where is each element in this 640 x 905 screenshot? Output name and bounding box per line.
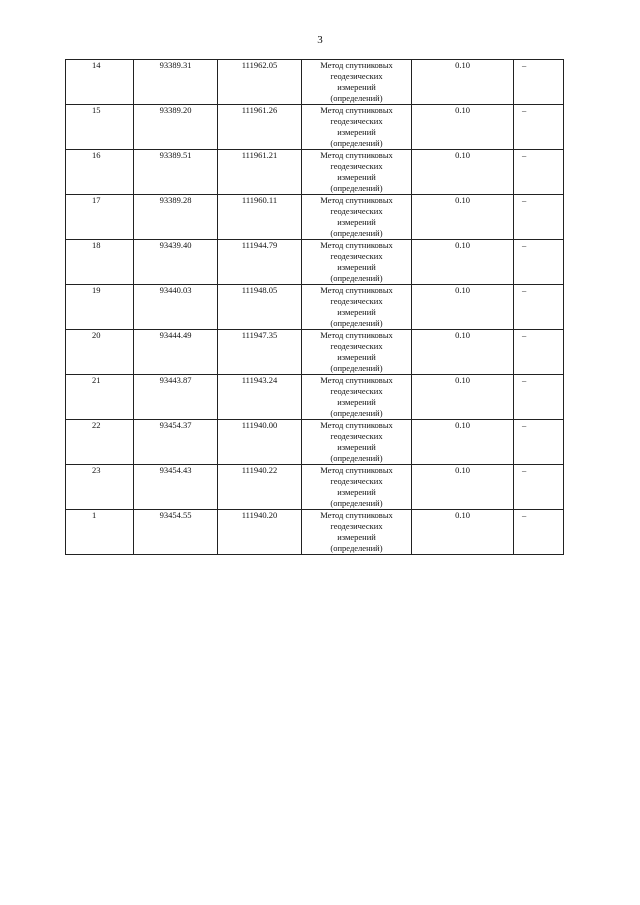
x-coordinate-cell: 93439.40 (134, 240, 218, 285)
point-number-cell: 15 (66, 105, 134, 150)
method-line: Метод спутниковых (320, 375, 393, 385)
method-cell (302, 375, 412, 420)
accuracy-cell: 0.10 (412, 510, 514, 555)
method-line: измерений (337, 307, 376, 317)
method-cell (302, 150, 412, 195)
method-line: (определений) (330, 93, 383, 103)
note-cell: – (514, 510, 564, 555)
method-line: Метод спутниковых (320, 510, 393, 520)
x-coordinate-cell: 93454.43 (134, 465, 218, 510)
note-cell: – (514, 240, 564, 285)
method-line: геодезических (330, 431, 383, 441)
method-line: (определений) (330, 228, 383, 238)
note-cell: – (514, 105, 564, 150)
method-line: геодезических (330, 476, 383, 486)
method-line: геодезических (330, 521, 383, 531)
table-row (66, 375, 564, 420)
method-line: Метод спутниковых (320, 60, 393, 70)
table-row (66, 105, 564, 150)
point-number-cell: 21 (66, 375, 134, 420)
y-coordinate-cell: 111943.24 (218, 375, 302, 420)
method-cell (302, 105, 412, 150)
point-number-cell: 20 (66, 330, 134, 375)
note-cell: – (514, 330, 564, 375)
method-line: измерений (337, 397, 376, 407)
method-line: измерений (337, 82, 376, 92)
note-cell: – (514, 150, 564, 195)
method-cell (302, 420, 412, 465)
accuracy-cell: 0.10 (412, 105, 514, 150)
y-coordinate-cell: 111960.11 (218, 195, 302, 240)
method-line: геодезических (330, 341, 383, 351)
method-line: Метод спутниковых (320, 330, 393, 340)
method-line: измерений (337, 217, 376, 227)
method-cell (302, 60, 412, 105)
x-coordinate-cell: 93444.49 (134, 330, 218, 375)
method-line: измерений (337, 172, 376, 182)
accuracy-cell: 0.10 (412, 150, 514, 195)
accuracy-cell: 0.10 (412, 465, 514, 510)
method-line: (определений) (330, 318, 383, 328)
note-cell: – (514, 60, 564, 105)
method-line: геодезических (330, 71, 383, 81)
y-coordinate-cell: 111944.79 (218, 240, 302, 285)
method-line: измерений (337, 487, 376, 497)
point-number-cell: 19 (66, 285, 134, 330)
method-line: (определений) (330, 273, 383, 283)
point-number-cell: 23 (66, 465, 134, 510)
method-line: Метод спутниковых (320, 285, 393, 295)
method-cell (302, 195, 412, 240)
point-number-cell: 1 (66, 510, 134, 555)
x-coordinate-cell: 93389.31 (134, 60, 218, 105)
method-cell (302, 510, 412, 555)
accuracy-cell: 0.10 (412, 240, 514, 285)
table-row (66, 420, 564, 465)
table-row (66, 60, 564, 105)
y-coordinate-cell: 111962.05 (218, 60, 302, 105)
method-line: измерений (337, 532, 376, 542)
accuracy-cell: 0.10 (412, 60, 514, 105)
x-coordinate-cell: 93454.37 (134, 420, 218, 465)
table-row (66, 510, 564, 555)
method-cell (302, 330, 412, 375)
method-line: Метод спутниковых (320, 420, 393, 430)
method-line: (определений) (330, 408, 383, 418)
accuracy-cell: 0.10 (412, 285, 514, 330)
y-coordinate-cell: 111940.22 (218, 465, 302, 510)
method-cell (302, 285, 412, 330)
accuracy-cell: 0.10 (412, 195, 514, 240)
coordinates-table-body (66, 60, 564, 555)
method-line: геодезических (330, 161, 383, 171)
point-number-cell: 14 (66, 60, 134, 105)
x-coordinate-cell: 93389.51 (134, 150, 218, 195)
y-coordinate-cell: 111948.05 (218, 285, 302, 330)
table-row (66, 285, 564, 330)
table-row (66, 150, 564, 195)
point-number-cell: 18 (66, 240, 134, 285)
y-coordinate-cell: 111961.26 (218, 105, 302, 150)
method-line: Метод спутниковых (320, 150, 393, 160)
note-cell: – (514, 285, 564, 330)
method-line: (определений) (330, 453, 383, 463)
method-line: Метод спутниковых (320, 240, 393, 250)
note-cell: – (514, 465, 564, 510)
table-row (66, 330, 564, 375)
method-line: геодезических (330, 206, 383, 216)
method-line: геодезических (330, 386, 383, 396)
method-line: измерений (337, 352, 376, 362)
method-line: Метод спутниковых (320, 195, 393, 205)
method-line: (определений) (330, 498, 383, 508)
method-line: Метод спутниковых (320, 465, 393, 475)
y-coordinate-cell: 111947.35 (218, 330, 302, 375)
point-number-cell: 22 (66, 420, 134, 465)
note-cell: – (514, 420, 564, 465)
method-cell (302, 240, 412, 285)
accuracy-cell: 0.10 (412, 420, 514, 465)
method-line: геодезических (330, 116, 383, 126)
method-line: измерений (337, 127, 376, 137)
accuracy-cell: 0.10 (412, 375, 514, 420)
x-coordinate-cell: 93389.28 (134, 195, 218, 240)
x-coordinate-cell: 93443.87 (134, 375, 218, 420)
note-cell: – (514, 375, 564, 420)
method-line: Метод спутниковых (320, 105, 393, 115)
y-coordinate-cell: 111961.21 (218, 150, 302, 195)
method-line: (определений) (330, 183, 383, 193)
method-line: измерений (337, 262, 376, 272)
point-number-cell: 17 (66, 195, 134, 240)
page-number: 3 (317, 34, 323, 46)
x-coordinate-cell: 93440.03 (134, 285, 218, 330)
method-line: геодезических (330, 296, 383, 306)
y-coordinate-cell: 111940.20 (218, 510, 302, 555)
y-coordinate-cell: 111940.00 (218, 420, 302, 465)
method-cell (302, 465, 412, 510)
x-coordinate-cell: 93389.20 (134, 105, 218, 150)
table-row (66, 465, 564, 510)
method-line: (определений) (330, 543, 383, 553)
method-line: (определений) (330, 138, 383, 148)
accuracy-cell: 0.10 (412, 330, 514, 375)
x-coordinate-cell: 93454.55 (134, 510, 218, 555)
table-row (66, 240, 564, 285)
table-row (66, 195, 564, 240)
coordinates-table (65, 59, 564, 555)
method-line: измерений (337, 442, 376, 452)
point-number-cell: 16 (66, 150, 134, 195)
method-line: (определений) (330, 363, 383, 373)
method-line: геодезических (330, 251, 383, 261)
note-cell: – (514, 195, 564, 240)
